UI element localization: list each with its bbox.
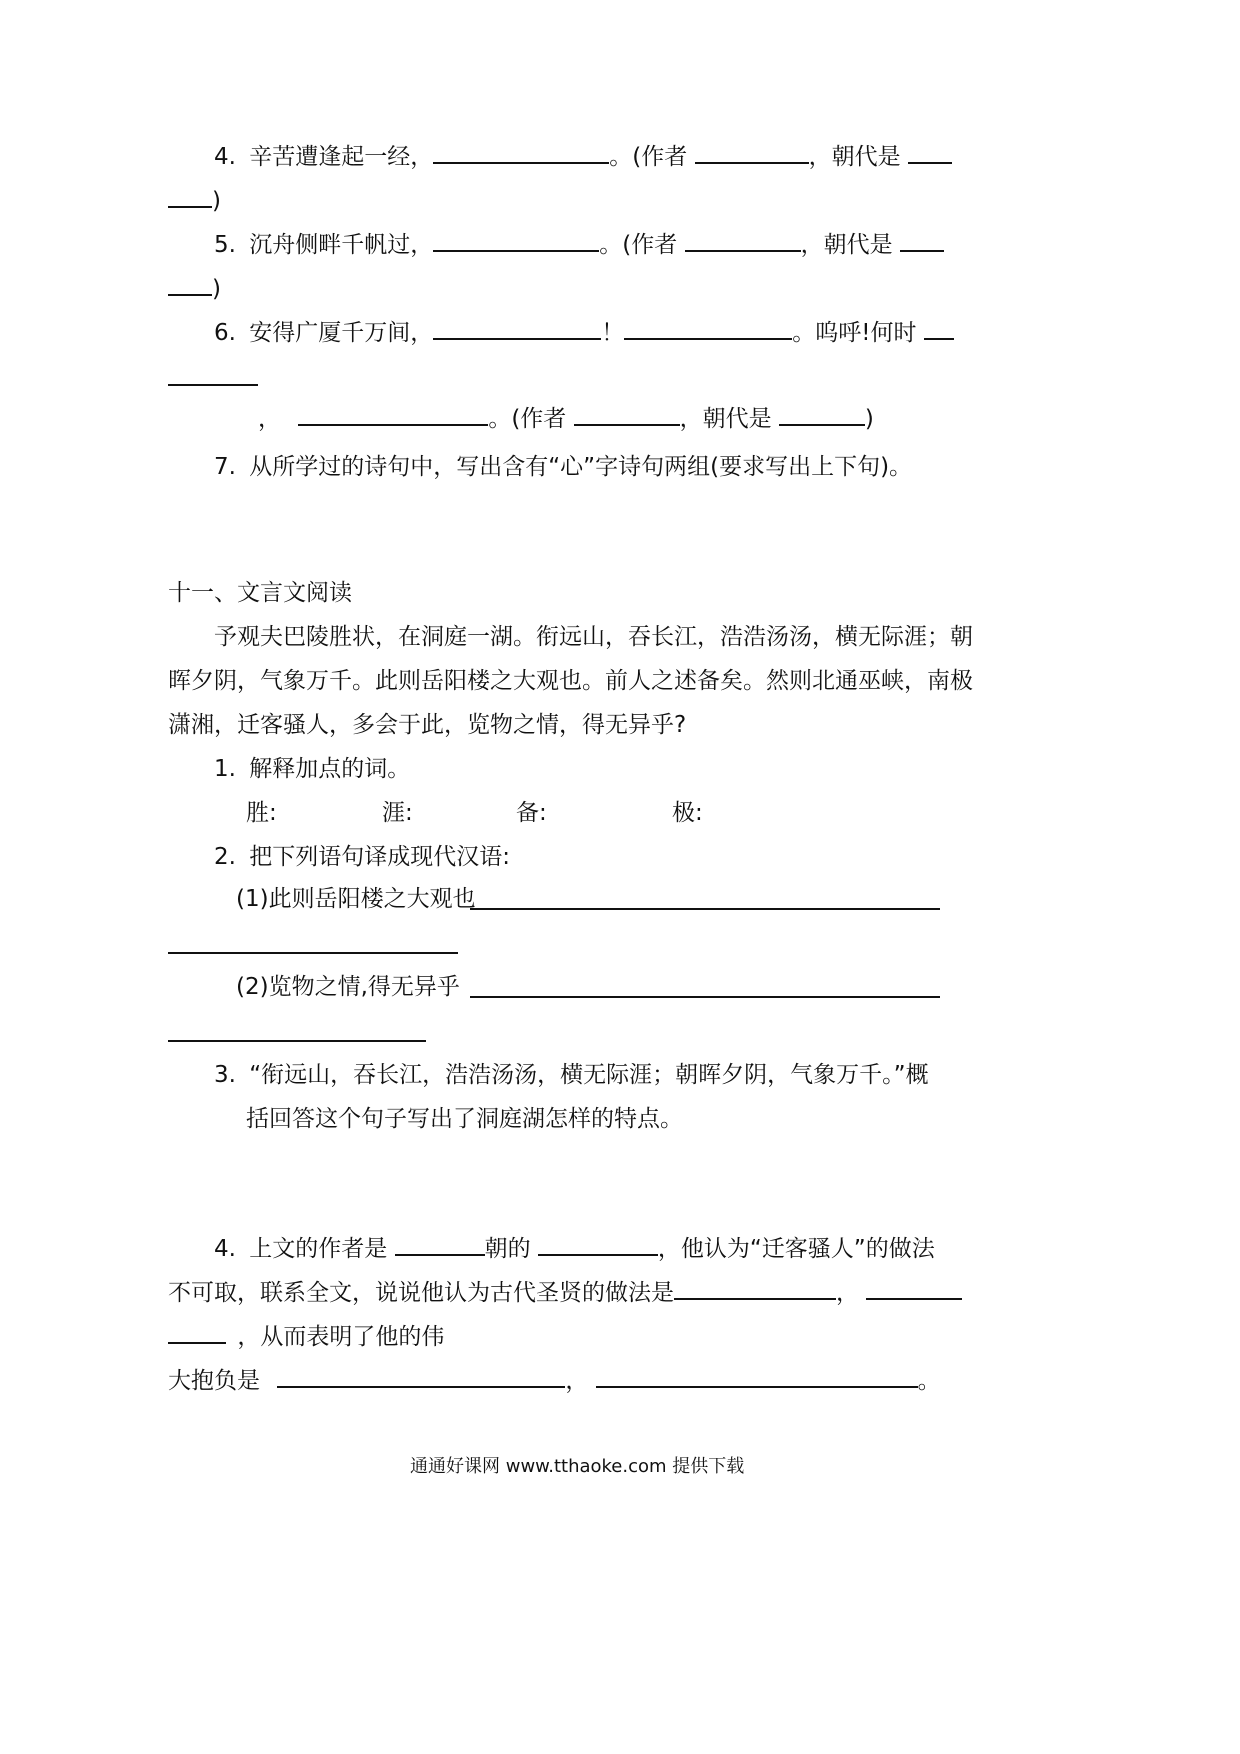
q6-answer-blank-3-cont[interactable] xyxy=(168,384,258,386)
s11-q4-sage-blank-1[interactable] xyxy=(674,1297,836,1300)
q4-author-blank[interactable] xyxy=(695,161,809,164)
q4-close: ) xyxy=(212,188,221,214)
q5-dynasty-label: ，朝代是 xyxy=(800,232,893,258)
translate-item-1: (1)此则岳阳楼之大观也 xyxy=(236,886,476,912)
passage-line-3: 潇湘，迁客骚人，多会于此，览物之情，得无异乎? xyxy=(168,712,687,738)
s11-q3-text-1: “衔远山，吞长江，浩浩汤汤，横无际涯；朝晖夕阴，气象万千。”概 xyxy=(249,1062,929,1088)
s11-q4-author-blank[interactable] xyxy=(538,1253,658,1256)
s11-q4-number: 4. xyxy=(214,1236,236,1262)
poetry-q4-line xyxy=(214,146,952,169)
s11-q4-comma-2: ， xyxy=(565,1368,589,1394)
q5-dynasty-blank[interactable] xyxy=(900,249,944,252)
term-sheng: 胜: xyxy=(246,800,277,826)
q6-answer-blank-4[interactable] xyxy=(298,423,488,426)
q4-dynasty-label: ，朝代是 xyxy=(808,144,901,170)
s11-q4-ambition-blank-1[interactable] xyxy=(277,1385,565,1388)
s11-q2-number: 2. xyxy=(214,844,236,870)
q4-dynasty-blank-cont[interactable] xyxy=(168,205,212,208)
q4-answer-blank[interactable] xyxy=(433,161,609,164)
passage-line-2: 晖夕阴，气象万千。此则岳阳楼之大观也。前人之述备矣。然则北通巫峡，南极 xyxy=(168,668,973,694)
q6-mid-text: 。呜呼!何时 xyxy=(792,320,917,346)
q7-text: 从所学过的诗句中，写出含有“心”字诗句两组(要求写出上下句)。 xyxy=(249,454,913,480)
s11-q4-line xyxy=(214,1238,935,1261)
q6-dynasty-blank[interactable] xyxy=(779,423,865,426)
s11-q2-line xyxy=(214,846,510,869)
q5-number: 5. xyxy=(214,232,236,258)
s11-q1-number: 1. xyxy=(214,756,236,782)
q4-continuation xyxy=(168,190,221,213)
s11-q3-line xyxy=(214,1064,929,1087)
s11-q3-text-2: 括回答这个句子写出了洞庭湖怎样的特点。 xyxy=(246,1106,683,1132)
q6-comma: ， xyxy=(258,406,281,432)
q6-close: ) xyxy=(864,406,874,432)
translate-blank-1[interactable] xyxy=(470,908,940,910)
s11-q4-comma: ， xyxy=(836,1280,859,1306)
q6-continuation xyxy=(258,408,874,431)
s11-q4-line-4 xyxy=(168,1370,941,1393)
s11-q1-text: 解释加点的词。 xyxy=(249,756,411,782)
s11-q4-part1: 上文的作者是 xyxy=(249,1236,388,1262)
q4-dynasty-blank[interactable] xyxy=(908,161,952,164)
term-ya: 涯: xyxy=(382,800,413,826)
q6-author-blank[interactable] xyxy=(574,423,680,426)
s11-q4-line3-text: ，从而表明了他的伟 xyxy=(237,1324,445,1350)
term-ji: 极: xyxy=(672,800,703,826)
s11-q2-text: 把下列语句译成现代汉语: xyxy=(249,844,511,870)
q6-number: 6. xyxy=(214,320,236,346)
q5-author-label: 。(作者 xyxy=(599,232,678,258)
s11-q4-line-2 xyxy=(168,1282,962,1305)
translate-blank-1-cont[interactable] xyxy=(168,952,458,954)
s11-q4-end: 。 xyxy=(917,1368,941,1394)
q4-number: 4. xyxy=(214,144,236,170)
s11-q1-line xyxy=(214,758,410,781)
s11-q4-sage-blank-2[interactable] xyxy=(866,1297,962,1300)
q5-answer-blank[interactable] xyxy=(433,249,599,252)
translate-blank-2-cont[interactable] xyxy=(168,1040,426,1042)
s11-q3-number: 3. xyxy=(214,1062,236,1088)
poetry-q5-line xyxy=(214,234,944,257)
translate-blank-2[interactable] xyxy=(470,996,940,998)
poetry-q6-line xyxy=(214,322,954,345)
s11-q4-part3: ，他认为“迁客骚人”的做法 xyxy=(657,1236,935,1262)
q5-dynasty-blank-cont[interactable] xyxy=(168,293,212,296)
term-bei: 备: xyxy=(516,800,547,826)
s11-q4-line4-text: 大抱负是 xyxy=(168,1368,260,1394)
q6-text: 安得广厦千万间， xyxy=(249,320,434,346)
s11-q4-part2: 朝的 xyxy=(484,1236,531,1262)
poetry-q7-line xyxy=(214,456,912,479)
q6-dynasty-label: ，朝代是 xyxy=(679,406,772,432)
q6-author-label: 。(作者 xyxy=(488,406,567,432)
q5-continuation xyxy=(168,278,221,301)
s11-q4-ambition-blank-2[interactable] xyxy=(596,1385,918,1388)
page-footer: 通通好课网 www.tthaoke.com 提供下载 xyxy=(410,1456,745,1477)
q4-text: 辛苦遭逢起一经， xyxy=(249,144,434,170)
q6-answer-blank-2[interactable] xyxy=(624,337,792,340)
translate-item-2: (2)览物之情,得无异乎 xyxy=(236,974,460,1000)
q7-number: 7. xyxy=(214,454,236,480)
s11-q4-line2-text: 不可取，联系全文，说说他认为古代圣贤的做法是 xyxy=(168,1280,674,1306)
q4-author-label: 。(作者 xyxy=(609,144,688,170)
q5-author-blank[interactable] xyxy=(685,249,801,252)
q5-text: 沉舟侧畔千帆过， xyxy=(249,232,434,258)
s11-q4-sage-blank-2-cont[interactable] xyxy=(168,1341,226,1344)
q6-answer-blank-1[interactable] xyxy=(433,337,601,340)
section-title: 十一、文言文阅读 xyxy=(168,580,352,606)
q6-exclaim: ！ xyxy=(601,320,625,346)
q6-answer-blank-3[interactable] xyxy=(924,337,954,340)
q5-close: ) xyxy=(212,276,221,302)
s11-q4-dynasty-blank[interactable] xyxy=(395,1253,485,1256)
s11-q4-line-3 xyxy=(168,1326,444,1349)
passage-line-1: 予观夫巴陵胜状，在洞庭一湖。衔远山，吞长江，浩浩汤汤，横无际涯；朝 xyxy=(214,624,973,650)
